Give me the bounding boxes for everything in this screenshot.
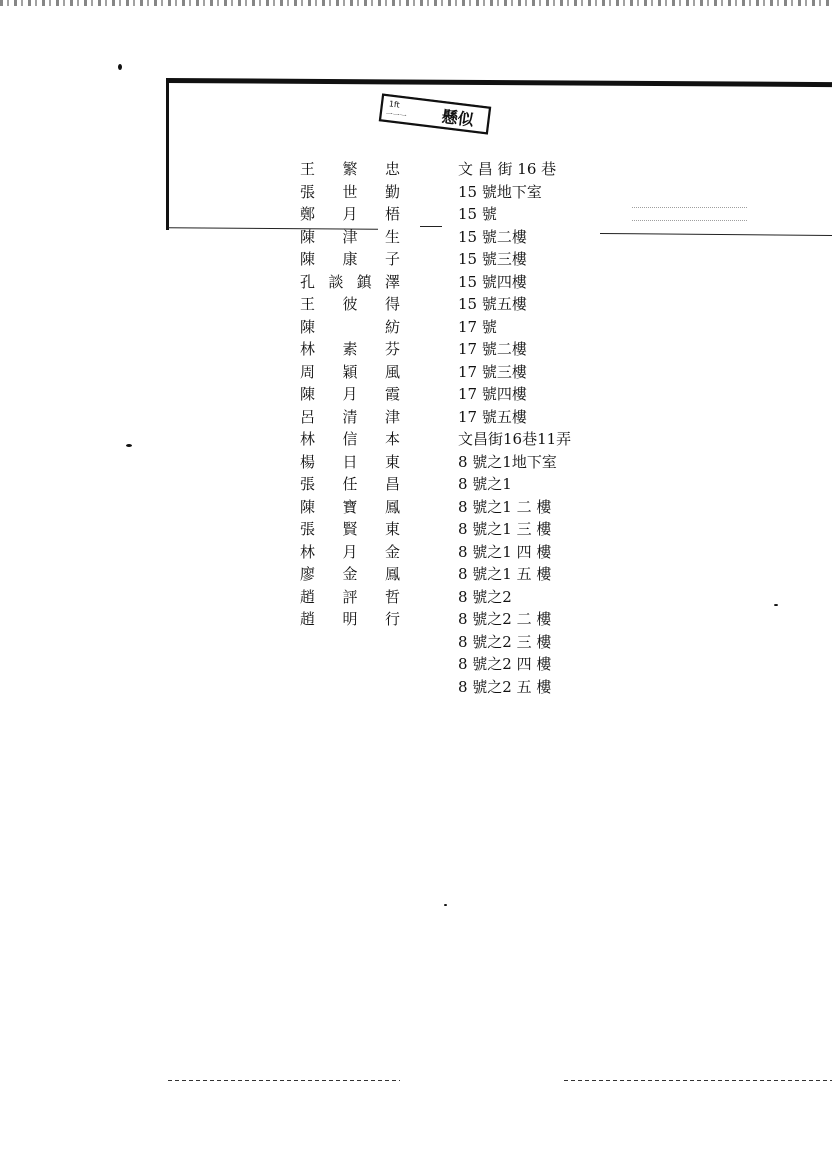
name-char: 月 xyxy=(342,205,358,223)
name-row xyxy=(300,586,415,609)
name-row xyxy=(300,541,415,564)
divider-line-right xyxy=(600,233,832,236)
address-row: 17 號三樓 xyxy=(458,362,527,381)
name-cell xyxy=(300,428,400,451)
scan-speck xyxy=(118,64,122,70)
name-char: 陳 xyxy=(300,497,316,516)
name-cell xyxy=(300,608,400,631)
name-row xyxy=(300,158,415,181)
name-char: 東 xyxy=(384,520,400,538)
address-row: 8 號之1 三 樓 xyxy=(458,520,552,538)
bottom-line-left xyxy=(168,1080,400,1081)
name-char: 穎 xyxy=(342,362,358,381)
name-char: 繁 xyxy=(342,160,358,178)
address-row: 17 號 xyxy=(458,317,497,336)
name-cell xyxy=(300,203,400,226)
address-row: 8 號之1 二 樓 xyxy=(458,497,552,516)
name-char: 津 xyxy=(342,227,358,246)
name-char: 彼 xyxy=(342,295,358,313)
address-row: 文 昌 街 16 巷 xyxy=(458,160,557,178)
name-char: 信 xyxy=(342,430,358,448)
name-cell xyxy=(300,586,400,609)
name-row xyxy=(300,518,415,541)
name-char: 廖 xyxy=(300,565,316,583)
name-row xyxy=(300,248,415,271)
name-char: 林 xyxy=(300,542,316,561)
name-row xyxy=(300,383,415,406)
name-char: 澤 xyxy=(384,272,400,291)
name-row xyxy=(300,203,415,226)
name-char: 霞 xyxy=(384,385,400,403)
name-cell xyxy=(300,496,400,519)
name-cell xyxy=(300,406,400,429)
address-row: 15 號三樓 xyxy=(458,250,527,268)
name-char: 林 xyxy=(300,430,316,448)
address-row: 8 號之1 xyxy=(458,475,512,493)
name-char: 賢 xyxy=(342,520,358,538)
name-char: 談 xyxy=(328,272,344,291)
scan-speck xyxy=(126,444,132,447)
name-row xyxy=(300,181,415,204)
name-char: 評 xyxy=(342,587,358,606)
name-char: 得 xyxy=(384,295,400,313)
address-row: 8 號之2 xyxy=(458,587,512,606)
name-char xyxy=(342,316,357,339)
address-row: 8 號之2 五 樓 xyxy=(458,677,552,696)
address-row: 15 號地下室 xyxy=(458,182,542,201)
name-cell xyxy=(300,473,400,496)
name-char: 趙 xyxy=(300,587,316,606)
name-char: 梧 xyxy=(384,205,400,223)
name-cell xyxy=(300,563,400,586)
address-row: 17 號四樓 xyxy=(458,385,527,403)
name-char: 鳳 xyxy=(384,565,400,583)
name-cell xyxy=(300,541,400,564)
address-row: 8 號之1地下室 xyxy=(458,452,557,471)
official-stamp xyxy=(379,93,492,134)
name-row xyxy=(300,608,415,631)
name-cell xyxy=(300,158,400,181)
name-char: 月 xyxy=(342,542,358,561)
name-char: 忠 xyxy=(384,160,400,178)
name-char: 楊 xyxy=(300,452,316,471)
address-row: 17 號二樓 xyxy=(458,340,527,358)
bottom-line-right xyxy=(564,1080,832,1081)
name-char: 陳 xyxy=(300,250,316,268)
address-row: 8 號之1 五 樓 xyxy=(458,565,552,583)
scan-speck xyxy=(444,904,447,906)
name-char: 康 xyxy=(342,250,358,268)
name-char: 東 xyxy=(384,452,400,471)
address-row: 15 號 xyxy=(458,205,497,223)
name-char: 勤 xyxy=(384,182,400,201)
name-char: 陳 xyxy=(300,385,316,403)
scan-top-noise xyxy=(0,0,832,6)
name-char: 素 xyxy=(342,340,358,358)
address-row: 8 號之2 三 樓 xyxy=(458,632,552,651)
name-row xyxy=(300,451,415,474)
name-row xyxy=(300,293,415,316)
name-char: 清 xyxy=(342,407,358,426)
name-char: 呂 xyxy=(300,407,316,426)
svg-text:一一一: 一一一 xyxy=(385,110,407,121)
name-char: 林 xyxy=(300,340,316,358)
name-char: 子 xyxy=(384,250,400,268)
name-char: 明 xyxy=(342,610,358,628)
name-char: 張 xyxy=(300,520,316,538)
name-char: 寶 xyxy=(342,497,358,516)
name-char: 日 xyxy=(342,452,358,471)
name-char: 張 xyxy=(300,475,316,493)
name-char: 鳳 xyxy=(384,497,400,516)
name-char: 世 xyxy=(342,182,358,201)
name-cell xyxy=(300,271,400,294)
svg-text:1ft: 1ft xyxy=(388,99,401,110)
name-char: 陳 xyxy=(300,317,316,336)
name-char: 周 xyxy=(300,362,316,381)
name-row xyxy=(300,226,415,249)
frame-left-border xyxy=(166,80,169,230)
address-row: 8 號之2 二 樓 xyxy=(458,610,552,628)
name-char: 本 xyxy=(384,430,400,448)
name-char: 任 xyxy=(342,475,358,493)
name-cell xyxy=(300,451,400,474)
name-char: 昌 xyxy=(384,475,400,493)
name-char: 金 xyxy=(342,565,358,583)
name-char: 紡 xyxy=(384,317,400,336)
name-char: 趙 xyxy=(300,610,316,628)
side-note-faded xyxy=(632,195,747,221)
name-char: 津 xyxy=(384,407,400,426)
name-char: 鄭 xyxy=(300,205,316,223)
name-char: 張 xyxy=(300,182,316,201)
address-row: 8 號之1 四 樓 xyxy=(458,542,552,561)
name-row xyxy=(300,428,415,451)
name-cell xyxy=(300,518,400,541)
name-cell xyxy=(300,338,400,361)
svg-text:懸似: 懸似 xyxy=(440,106,475,130)
name-char: 鎮 xyxy=(356,272,372,291)
name-cell xyxy=(300,248,400,271)
address-row: 8 號之2 四 樓 xyxy=(458,655,552,673)
address-column xyxy=(458,158,608,698)
name-cell xyxy=(300,181,400,204)
name-cell xyxy=(300,383,400,406)
name-row xyxy=(300,271,415,294)
name-char: 哲 xyxy=(384,587,400,606)
name-char: 王 xyxy=(300,295,316,313)
address-row: 文昌街16巷11弄 xyxy=(458,430,572,448)
name-char: 孔 xyxy=(300,272,316,291)
name-row xyxy=(300,496,415,519)
name-cell xyxy=(300,316,400,339)
name-cell xyxy=(300,293,400,316)
name-row xyxy=(300,406,415,429)
name-char: 王 xyxy=(300,160,316,178)
name-row xyxy=(300,316,415,339)
address-row: 17 號五樓 xyxy=(458,407,527,426)
name-char: 金 xyxy=(384,542,400,561)
address-row: 15 號二樓 xyxy=(458,227,527,246)
resident-names-column xyxy=(300,158,415,631)
name-char: 行 xyxy=(384,610,400,628)
divider-line-mid xyxy=(420,226,442,227)
name-char: 芬 xyxy=(384,340,400,358)
name-char: 陳 xyxy=(300,227,316,246)
address-row: 15 號四樓 xyxy=(458,272,527,291)
name-row xyxy=(300,473,415,496)
name-cell xyxy=(300,361,400,384)
name-row xyxy=(300,563,415,586)
name-row xyxy=(300,338,415,361)
name-char: 生 xyxy=(384,227,400,246)
name-char: 風 xyxy=(384,362,400,381)
name-char: 月 xyxy=(342,385,358,403)
name-cell xyxy=(300,226,400,249)
scan-speck xyxy=(774,604,778,606)
frame-top-border xyxy=(166,78,832,87)
address-row: 15 號五樓 xyxy=(458,295,527,313)
name-row xyxy=(300,361,415,384)
